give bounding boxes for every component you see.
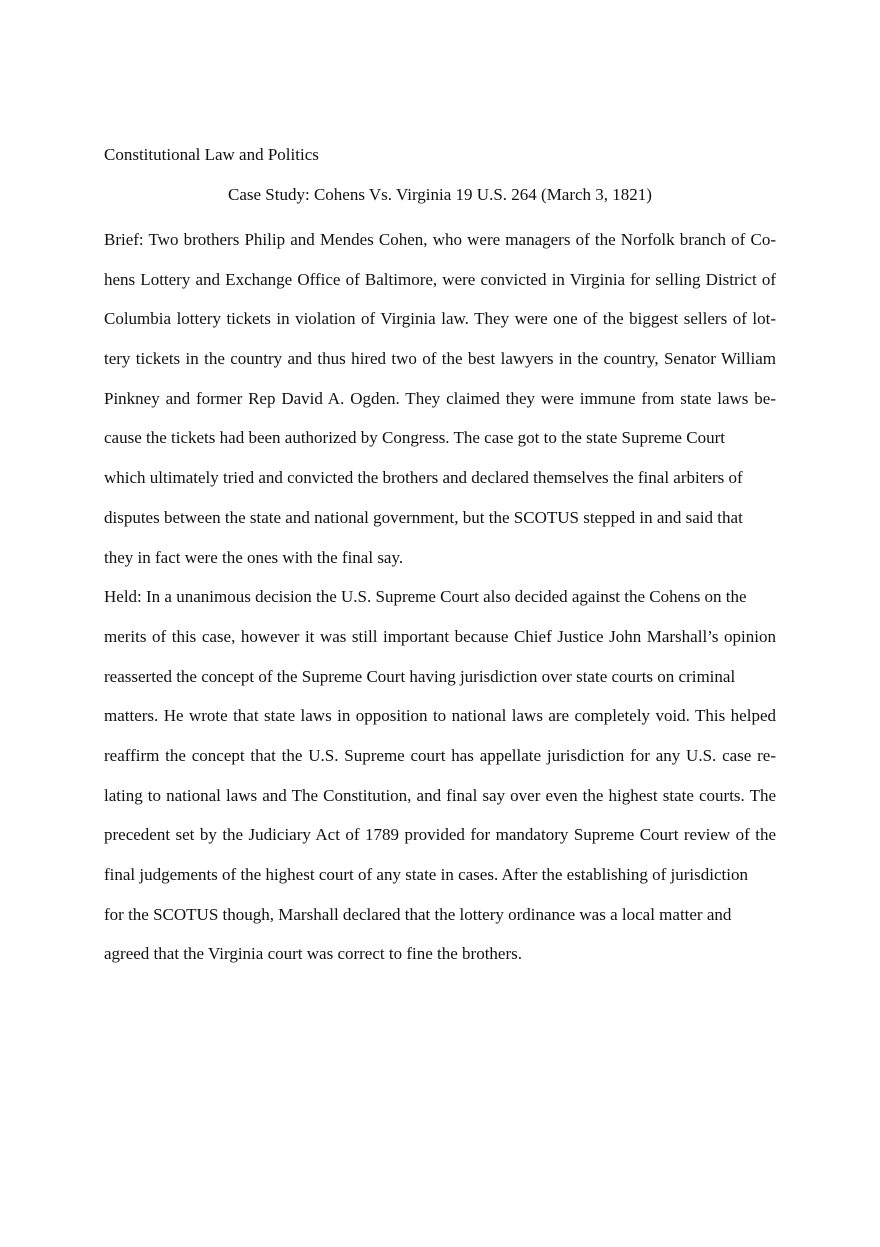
case-body — [104, 220, 776, 974]
held-line: agreed that the Virginia court was correct to fine the brothers. — [104, 944, 523, 964]
held-line: merits of this case, however it was still important because Chief Justice John Marshall’s opinion — [104, 626, 776, 646]
brief-line: they in fact were the ones with the final say. — [104, 547, 404, 567]
held-line: lating to national laws and The Constitution, and final say over even the highest state courts. The — [104, 785, 776, 805]
held-line: final judgements of the highest court of any state in cases. After the establishing of jurisdiction — [104, 865, 748, 884]
course-title: Constitutional Law and Politics — [104, 145, 319, 164]
brief-paragraph — [104, 220, 776, 577]
brief-line: which ultimately tried and convicted the brothers and declared themselves the final arbiters of — [104, 468, 743, 488]
held-line: reaffirm the concept that the U.S. Supreme court has appellate jurisdiction for any U.S. case re- — [104, 745, 776, 765]
held-line: reasserted the concept of the Supreme Court having jurisdiction over state courts on criminal — [104, 666, 736, 686]
held-line: Held: In a unanimous decision the U.S. Supreme Court also decided against the Cohens on the — [104, 587, 747, 607]
held-paragraph — [104, 577, 776, 974]
brief-line: tery tickets in the country and thus hired two of the best lawyers in the country, Senator William — [104, 349, 776, 369]
brief-line: Brief: Two brothers Philip and Mendes Cohen, who were managers of the Norfolk branch of Co- — [104, 230, 776, 249]
brief-line: disputes between the state and national government, but the SCOTUS stepped in and said that — [104, 507, 743, 527]
brief-line: Pinkney and former Rep David A. Ogden. They claimed they were immune from state laws be- — [104, 388, 776, 408]
held-line: matters. He wrote that state laws in opposition to national laws are completely void. This helped — [104, 706, 776, 726]
held-line: for the SCOTUS though, Marshall declared that the lottery ordinance was a local matter and — [104, 904, 732, 924]
held-line: precedent set by the Judiciary Act of 1789 provided for mandatory Supreme Court review of the — [104, 825, 776, 845]
brief-line: cause the tickets had been authorized by Congress. The case got to the state Supreme Court — [104, 428, 725, 448]
brief-line: hens Lottery and Exchange Office of Baltimore, were convicted in Virginia for selling District of — [104, 269, 776, 289]
case-study-title: Case Study: Cohens Vs. Virginia 19 U.S. 264 (March 3, 1821) — [228, 185, 652, 204]
brief-line: Columbia lottery tickets in violation of Virginia law. They were one of the biggest sellers of lot- — [104, 309, 776, 329]
